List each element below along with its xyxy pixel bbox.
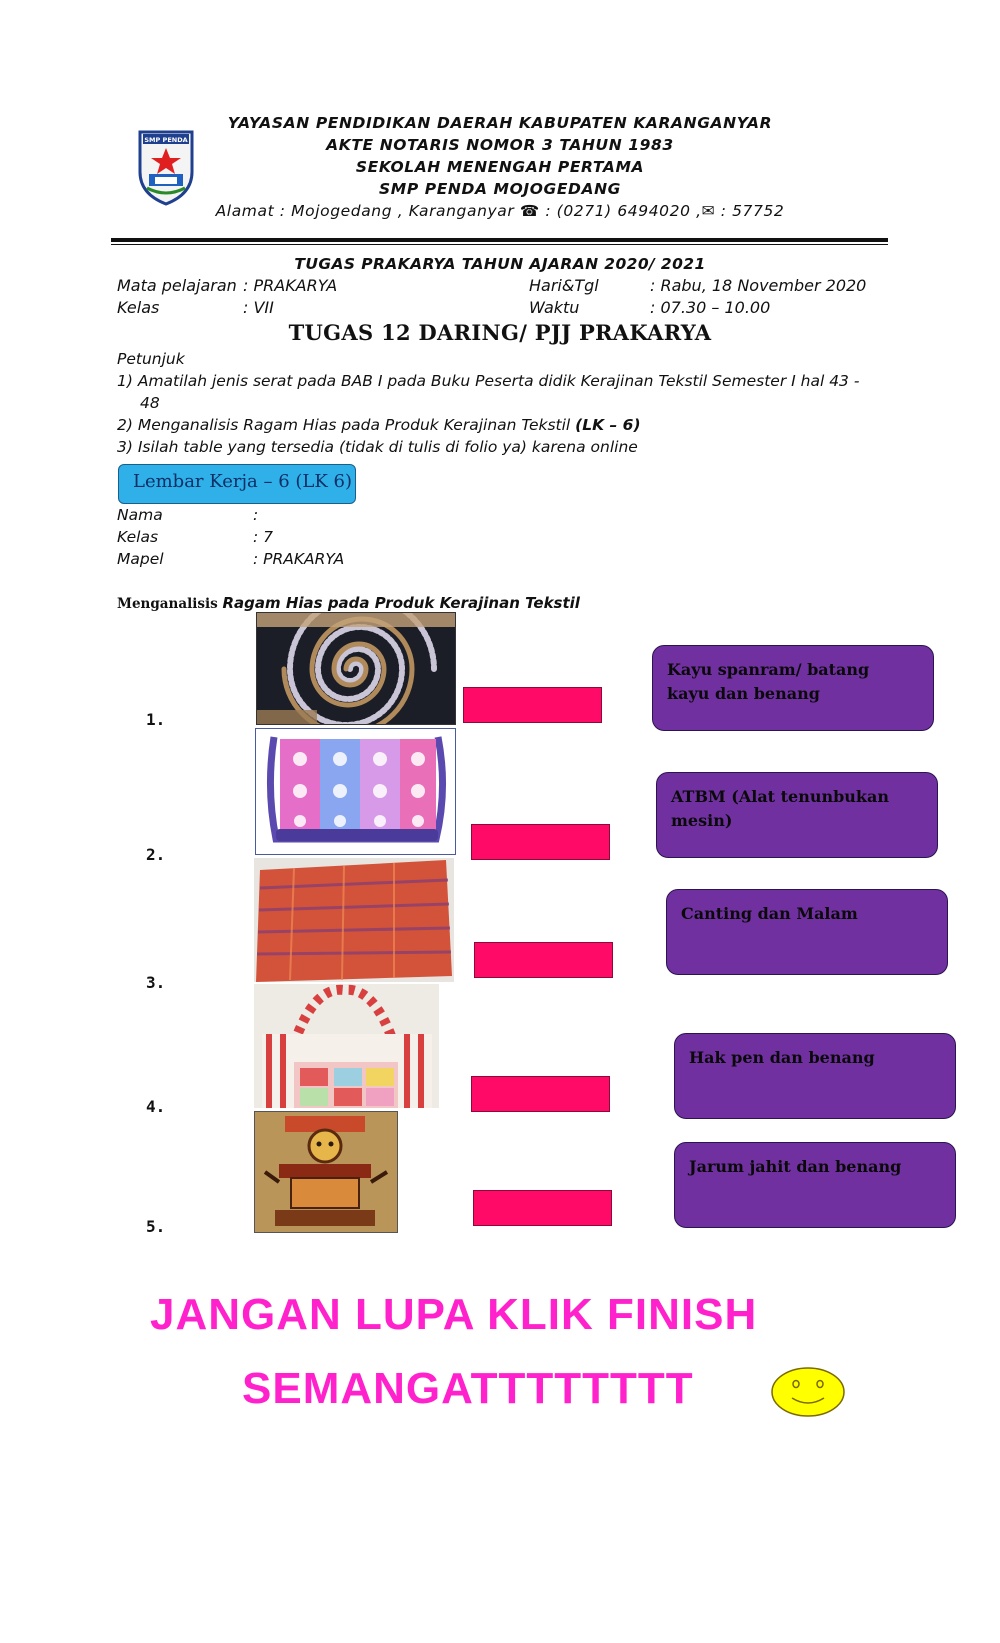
subtitle-part-b: Ragam Hias pada Produk Kerajinan Tekstil [222,594,580,612]
instructions-label: Petunjuk [117,350,185,368]
header-school-type: SEKOLAH MENENGAH PERTAMA [355,158,645,176]
class-value: : VII [243,298,274,317]
task-heading: TUGAS PRAKARYA TAHUN AJARAN 2020/ 2021 [294,255,706,273]
option-line: Canting dan Malam [681,904,858,923]
option-card[interactable] [666,889,948,975]
option-line: ATBM (Alat tenunbukan [671,787,890,806]
header-address: Alamat : Mojogedang , Karanganyar ☎ : (0271) 6494020 ,✉ : 57752 [215,202,785,220]
macrame-bag-image [255,728,456,855]
patchwork-bag-image [254,984,439,1108]
instruction-2 [117,414,641,436]
item-number: 2. [146,845,166,864]
option-line: mesin) [671,811,733,830]
option-card[interactable] [674,1142,956,1228]
instruction-3: 3) Isilah table yang tersedia (tidak di tulis di folio ya) karena online [117,438,638,456]
header-school-name: SMP PENDA MOJOGEDANG [379,180,621,198]
instruction-2-bold: (LK – 6) [575,416,641,434]
worksheet-class-label: Kelas [117,528,159,546]
smiley-icon [770,1366,846,1418]
answer-box-1[interactable] [463,687,602,723]
subtitle-part-a: Menganalisis [117,596,218,612]
name-value: : [253,506,259,524]
mapel-label: Mapel [117,550,164,568]
header-foundation: YAYASAN PENDIDIKAN DAERAH KABUPATEN KARANGANYAR [227,114,773,132]
item-number: 5. [146,1217,166,1236]
option-card[interactable] [674,1033,956,1119]
time-value: : 07.30 – 10.00 [650,298,771,317]
tapestry-figure-image [254,1111,398,1233]
woven-cloth-image [254,858,454,982]
section-subtitle [117,594,580,612]
time-label: Waktu [529,298,580,317]
item-number: 4. [146,1097,166,1116]
option-card[interactable] [656,772,938,858]
option-line: Jarum jahit dan benang [689,1157,902,1176]
answer-box-5[interactable] [473,1190,612,1226]
option-line: Kayu spanram/ batang [667,660,870,679]
option-card[interactable] [652,645,934,731]
page-title: TUGAS 12 DARING/ PJJ PRAKARYA [288,320,712,345]
item-number: 3. [146,973,166,992]
worksheet-class-value: : 7 [253,528,274,546]
header-divider [111,238,888,242]
header-divider-thin [111,244,888,245]
answer-box-2[interactable] [471,824,610,860]
logo-text: SMP PENDA [144,136,188,144]
worksheet-badge: Lembar Kerja – 6 (LK 6) [118,464,356,504]
cheer-text: SEMANGATTTTTTTT [242,1364,694,1413]
mapel-value: : PRAKARYA [253,550,345,568]
finish-reminder: JANGAN LUPA KLIK FINISH [150,1290,758,1339]
instruction-1: 1) Amatilah jenis serat pada BAB I pada Buku Peserta didik Kerajinan Tekstil Semester I hal 43 - [117,372,860,390]
subject-value: : PRAKARYA [243,276,338,295]
class-label: Kelas [117,298,160,317]
embroidery-swirl-image [256,612,456,725]
option-line: Hak pen dan benang [689,1048,875,1067]
answer-box-3[interactable] [474,942,613,978]
name-label: Nama [117,506,163,524]
option-line: kayu dan benang [667,684,820,703]
item-number: 1. [146,710,166,729]
instruction-2-text: 2) Menganalisis Ragam Hias pada Produk Kerajinan Tekstil [117,416,571,434]
header-notary: AKTE NOTARIS NOMOR 3 TAHUN 1983 [326,136,674,154]
answer-box-4[interactable] [471,1076,610,1112]
day-value: : Rabu, 18 November 2020 [650,276,867,295]
day-label: Hari&Tgl [529,276,599,295]
instruction-1-cont: 48 [140,394,160,412]
subject-label: Mata pelajaran [117,276,237,295]
